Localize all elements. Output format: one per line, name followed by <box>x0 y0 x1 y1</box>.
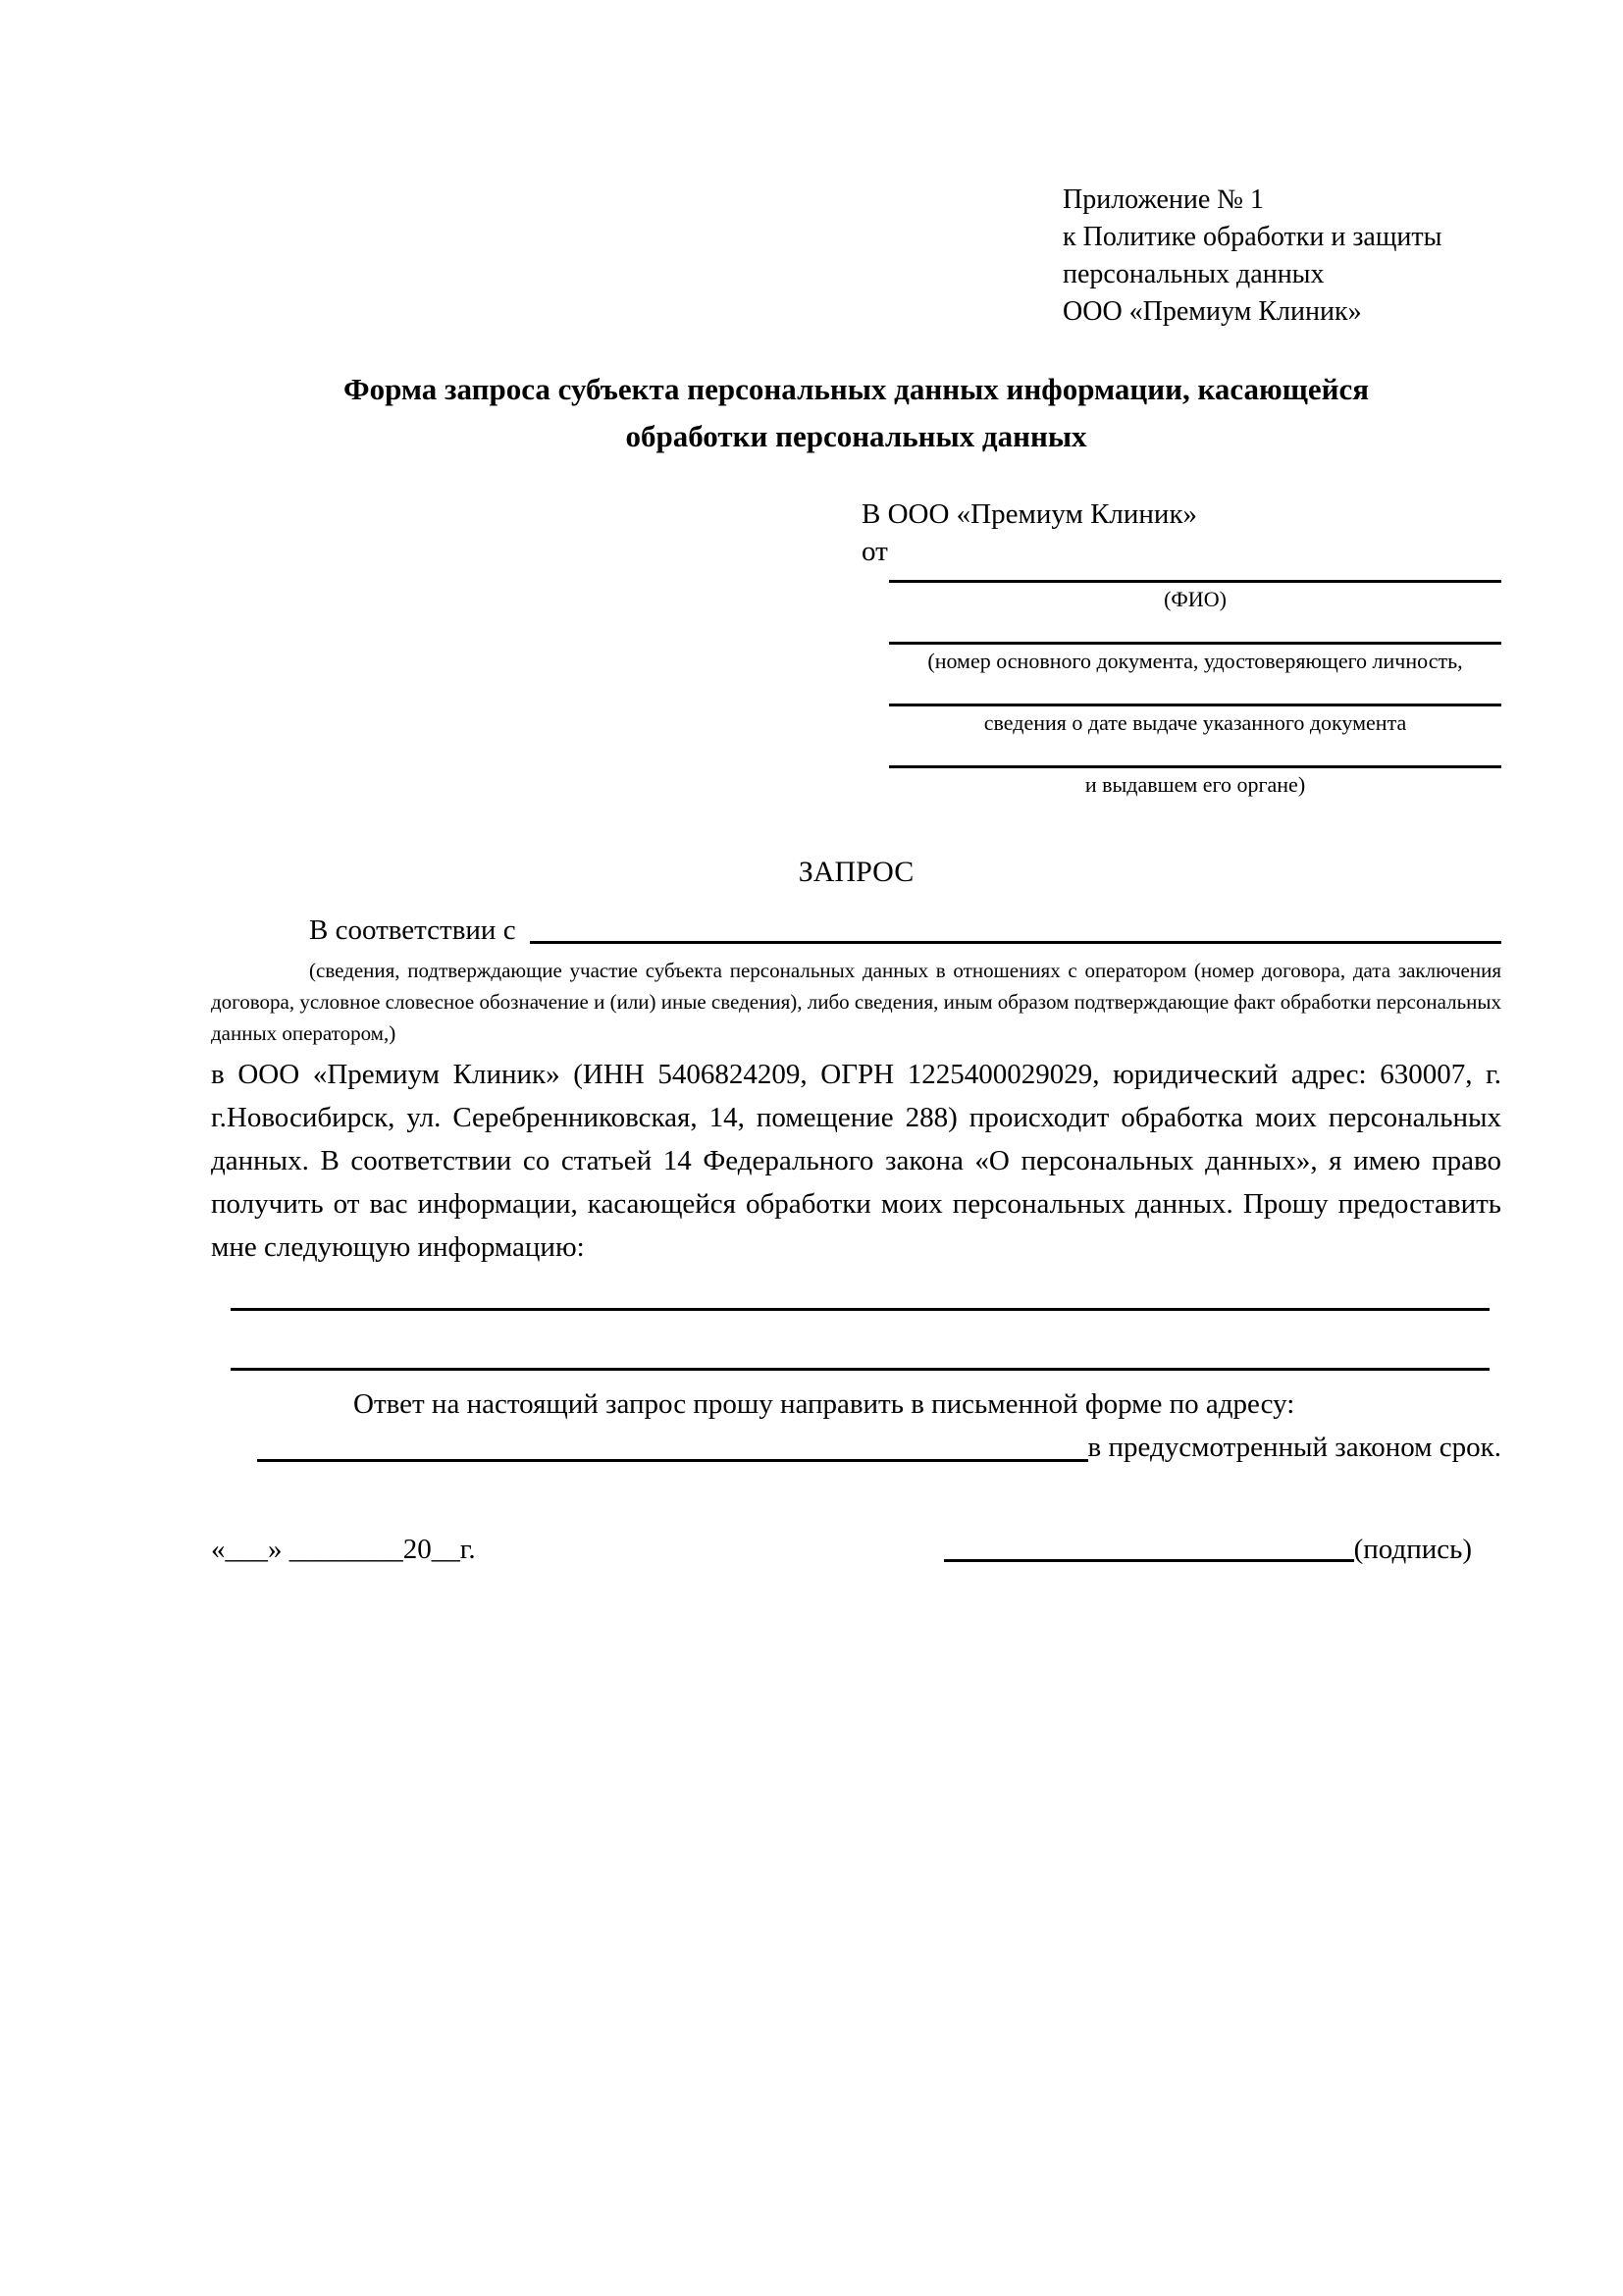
info-blank-line-1 <box>231 1308 1490 1311</box>
issuing-authority-field <box>862 765 1501 798</box>
signature-group <box>944 1530 1472 1569</box>
appendix-line: ООО «Премиум Клиник» <box>1063 296 1362 327</box>
appendix-line: Приложение № 1 <box>1063 184 1264 215</box>
date-line: «___» ________20__г. <box>211 1534 476 1565</box>
issue-date-field <box>862 704 1501 736</box>
document-number-caption: (номер основного документа, удостоверяющего личность, <box>927 649 1463 673</box>
appendix-block <box>1063 182 1501 331</box>
intro-row <box>211 910 1501 951</box>
address-line-row <box>211 1426 1501 1469</box>
appendix-line: к Политике обработки и защиты <box>1063 222 1442 252</box>
footnote-text: (сведения, подтверждающие участие субъекта персональных данных в отношениях с оператором (номер договора, дата заключения договора, условное словесное обозначение и (или) иные сведения), либо сведения, иным образом подтверждающие факт обработки персональных данных оператором,) <box>211 959 1502 1045</box>
appendix-line: персональных данных <box>1063 259 1325 289</box>
intro-label: В соответствии с <box>309 914 516 946</box>
request-body-paragraph: в ООО «Премиум Клиник» (ИНН 5406824209, ОГРН 1225400029029, юридический адрес: 630007, г. г.Новосибирск, ул. Серебренниковская, 14, помещение 288) происходит обработка моих персональных данных. В соответствии со статьей 14 Федерального закона «О персональных данных», я имею право получить от вас информации, касающейся обработки моих персональных данных. Прошу предоставить мне следующую информацию: <box>211 1059 1501 1263</box>
address-blank-line <box>257 1426 1088 1462</box>
request-heading: ЗАПРОС <box>798 856 915 888</box>
document-number-field <box>862 642 1501 674</box>
issue-date-caption: сведения о дате выдаче указанного документа <box>983 710 1407 735</box>
addressee-to: В ООО «Премиум Клиник» <box>862 498 1198 530</box>
addressee-block <box>862 496 1501 798</box>
reply-paragraph: Ответ на настоящий запрос прошу направить в письменной форме по адресу: <box>353 1388 1295 1420</box>
issuing-authority-caption: и выдавшем его органе) <box>1084 772 1306 797</box>
info-blank-line-2 <box>231 1368 1490 1371</box>
from-label: от <box>862 536 888 567</box>
signature-blank-line <box>944 1559 1354 1562</box>
signature-row <box>211 1530 1501 1569</box>
fio-field <box>862 580 1501 612</box>
document-content <box>211 182 1501 1569</box>
fio-caption: (ФИО) <box>1164 587 1227 611</box>
reply-suffix: в предусмотренный законом срок. <box>1087 1432 1501 1463</box>
intro-blank-line <box>530 910 1501 944</box>
signature-caption: (подпись) <box>1353 1534 1472 1565</box>
document-title: Форма запроса субъекта персональных данных информации, касающейся обработки персональных данных <box>343 372 1369 453</box>
